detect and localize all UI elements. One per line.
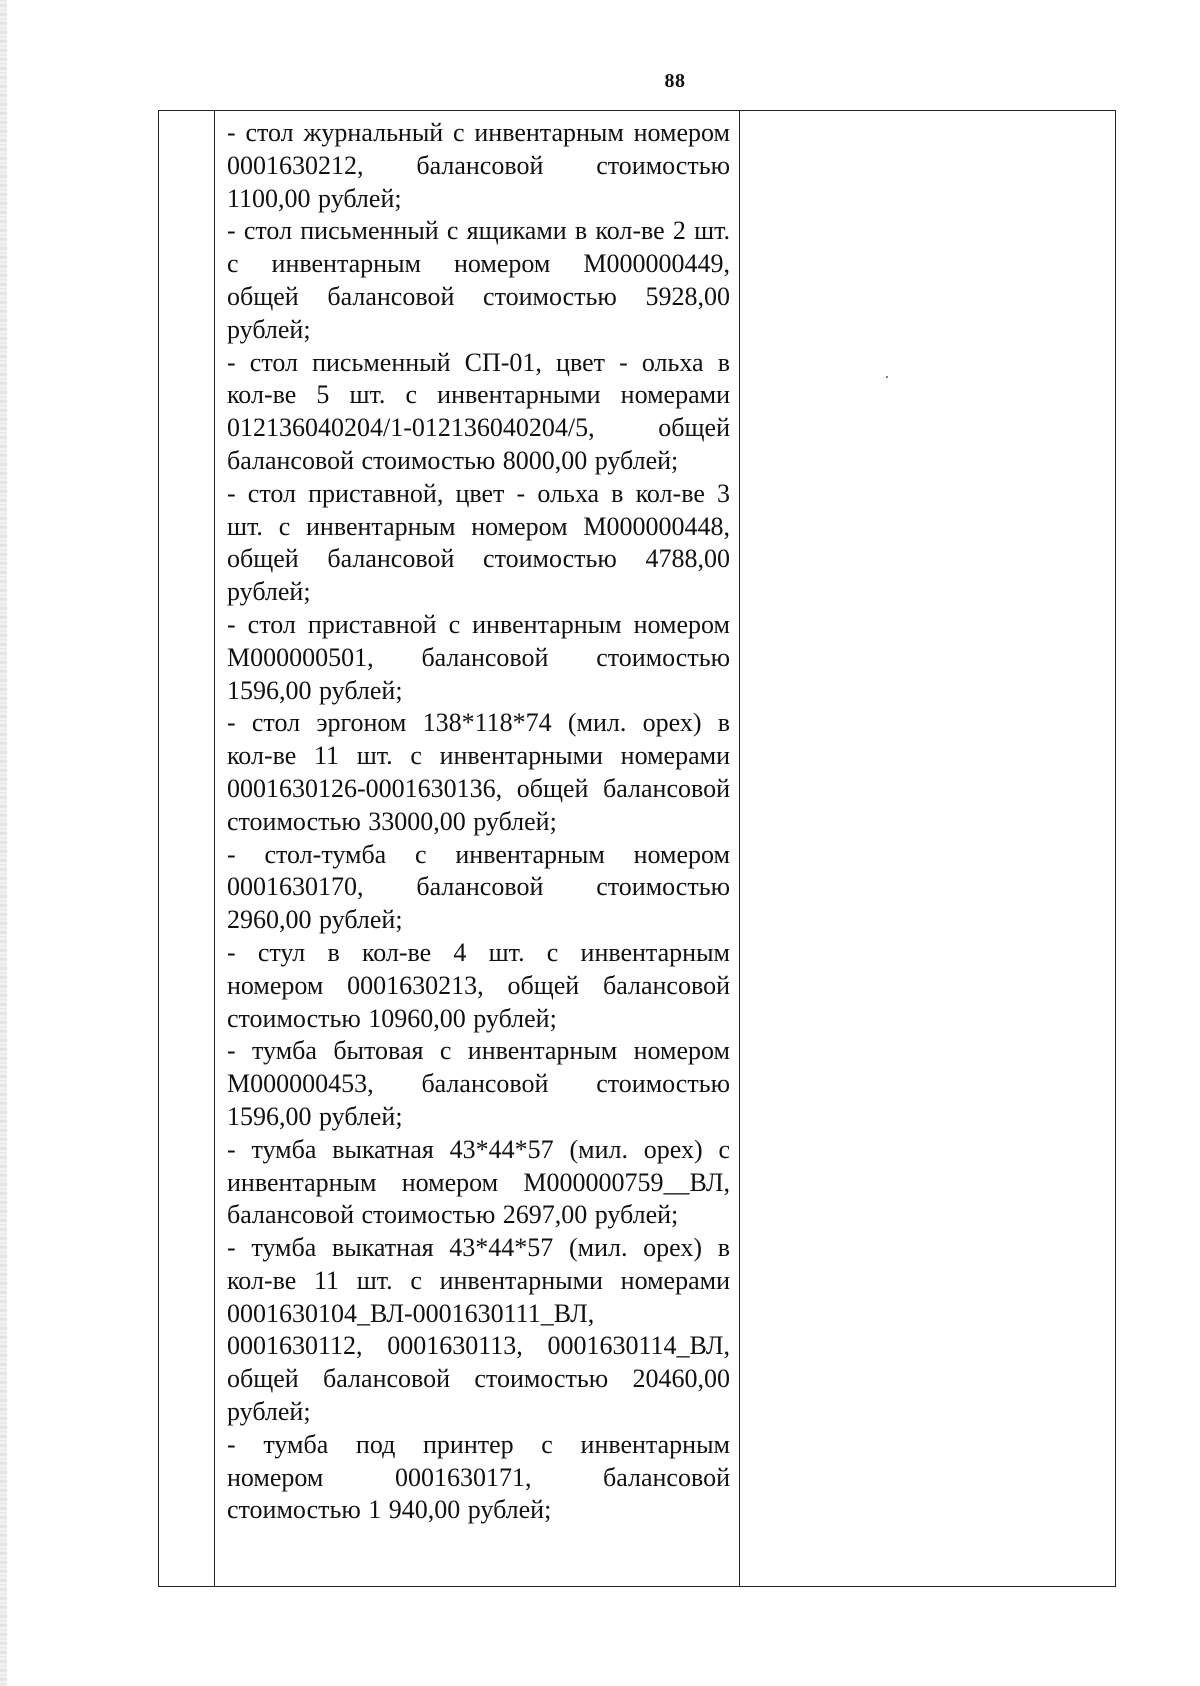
list-item: - тумба выкатная 43*44*57 (мил. орех) в кол-ве 11 шт. с инвентарными номерами 0001630104_ВЛ-0001630111_ВЛ, 0001630112, 0001630113, 0001630114_ВЛ, общей балансовой стоимостью 20460,00 рублей; bbox=[227, 1233, 730, 1427]
table-cell-empty bbox=[740, 111, 1116, 1587]
table-row bbox=[159, 111, 1116, 1587]
description-list bbox=[215, 111, 739, 1527]
property-table bbox=[158, 110, 1116, 1587]
list-item: - тумба под принтер с инвентарным номером 0001630171, балансовой стоимостью 1 940,00 рублей; bbox=[227, 1429, 730, 1525]
list-item: - стол письменный с ящиками в кол-ве 2 шт. с инвентарным номером М000000449, общей балансовой стоимостью 5928,00 рублей; bbox=[227, 216, 730, 344]
table-cell-description bbox=[215, 111, 740, 1587]
list-item: - стол приставной, цвет - ольха в кол-ве 3 шт. с инвентарным номером М000000448, общей балансовой стоимостью 4788,00 рублей; bbox=[227, 478, 730, 607]
list-item: - стол эргоном 138*118*74 (мил. орех) в кол-ве 11 шт. с инвентарными номерами 0001630126-0001630136, общей балансовой стоимостью 33000,00 рублей; bbox=[227, 708, 730, 836]
page-number: 88 bbox=[664, 70, 686, 92]
scan-speck bbox=[886, 376, 888, 378]
list-item: - тумба бытовая с инвентарным номером М000000453, балансовой стоимостью 1596,00 рублей; bbox=[227, 1036, 730, 1131]
table-cell-number bbox=[159, 111, 215, 1587]
list-item: - стол-тумба с инвентарным номером 0001630170, балансовой стоимостью 2960,00 рублей; bbox=[227, 839, 730, 935]
list-item: - тумба выкатная 43*44*57 (мил. орех) с инвентарным номером М000000759__ВЛ, балансовой стоимостью 2697,00 рублей; bbox=[227, 1134, 730, 1230]
scan-edge bbox=[0, 0, 7, 1686]
list-item: - стол приставной с инвентарным номером М000000501, балансовой стоимостью 1596,00 рублей; bbox=[227, 609, 730, 705]
list-item: - стул в кол-ве 4 шт. с инвентарным номером 0001630213, общей балансовой стоимостью 10960,00 рублей; bbox=[227, 937, 730, 1033]
list-item: - стол письменный СП-01, цвет - ольха в кол-ве 5 шт. с инвентарными номерами 012136040204/1-012136040204/5, общей балансовой стоимостью 8000,00 рублей; bbox=[227, 347, 730, 475]
list-item: - стол журнальный с инвентарным номером 0001630212, балансовой стоимостью 1100,00 рублей; bbox=[227, 118, 730, 213]
